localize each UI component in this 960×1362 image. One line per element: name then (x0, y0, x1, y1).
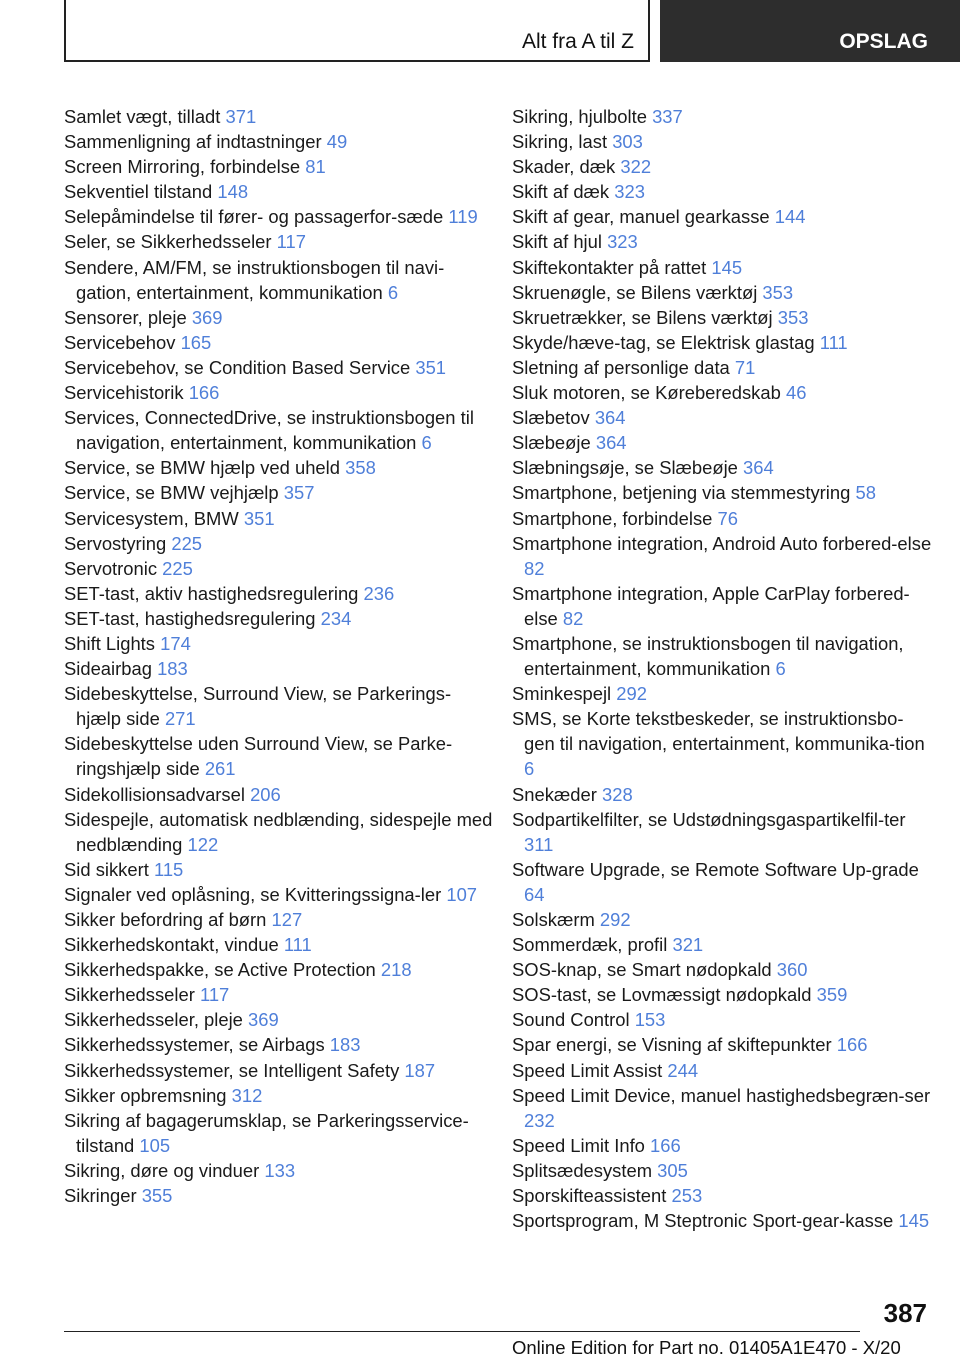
index-entry (512, 681, 932, 706)
index-entry-text: Skiftekontakter på rattet (512, 256, 707, 278)
index-entry (64, 1058, 494, 1083)
index-entry-page-link[interactable]: 236 (363, 582, 395, 604)
index-entry-page-link[interactable]: 218 (380, 959, 412, 981)
index-entry-text: Skader, dæk (512, 156, 616, 178)
index-entry (64, 255, 494, 305)
index-entry (64, 330, 494, 355)
index-entry-text: Sluk motoren, se Køreberedskab (512, 382, 781, 404)
index-entry-text: Sidekollisionsadvarsel (64, 783, 245, 805)
index-entry-text: Servicebehov (64, 331, 176, 353)
index-entry (64, 807, 494, 857)
index-entry (512, 982, 932, 1007)
index-entry-page-link[interactable]: 6 (387, 281, 399, 303)
index-entry-text: Sensorer, pleje (64, 306, 187, 328)
index-entry-text: SOS-knap, se Smart nødopkald (512, 959, 772, 981)
index-entry-page-link[interactable]: 232 (524, 1109, 555, 1131)
index-entry-text: Sikring, døre og vinduer (64, 1159, 260, 1181)
index-entry-text: Sekventiel tilstand (64, 181, 213, 203)
index-entry-page-link[interactable]: 206 (250, 783, 281, 805)
index-entry-text: Sikker opbremsning (64, 1084, 227, 1106)
index-entry-text: Skruetrækker, se Bilens værktøj (512, 306, 773, 328)
index-entry-page-link[interactable]: 359 (816, 984, 848, 1006)
index-entry-page-link[interactable]: 119 (448, 206, 478, 228)
index-entry-text: Samlet vægt, tilladt (64, 106, 221, 127)
index-entry-page-link[interactable]: 105 (139, 1134, 171, 1156)
index-entry-text: Smartphone integration, Apple CarPlay forbered-else (512, 582, 910, 629)
index-entry (512, 1083, 932, 1133)
index-entry (64, 782, 494, 807)
index-entry (64, 1032, 494, 1057)
index-entry-page-link[interactable]: 76 (717, 507, 738, 529)
index-entry (512, 455, 932, 480)
index-entry-text: Splitsædesystem (512, 1159, 653, 1181)
index-entry (64, 1007, 494, 1032)
index-entry (64, 305, 494, 330)
index-entry-page-link[interactable]: 321 (672, 934, 704, 956)
index-entry-text: Sodpartikelfilter, se Udstødningsgaspartikelfil-ter (512, 808, 906, 830)
index-entry-page-link[interactable]: 292 (616, 683, 647, 705)
section-title: Alt fra A til Z (521, 30, 634, 53)
index-entry-page-link[interactable]: 312 (231, 1084, 263, 1106)
index-entry-text: Speed Limit Device, manuel hastighedsbegræn-ser (512, 1084, 931, 1106)
index-entry (64, 681, 494, 731)
index-entry-text: Servostyring (64, 532, 167, 554)
index-entry-text: Slæbningsøje, se Slæbeøje (512, 457, 738, 479)
index-entry (512, 255, 932, 280)
index-entry (512, 706, 932, 781)
index-entry-page-link[interactable]: 107 (446, 883, 478, 905)
index-entry-text: Selepåmindelse til fører- og passagerfor-sæde (64, 206, 444, 228)
index-entry (64, 480, 494, 505)
index-entry (512, 1183, 932, 1208)
index-entry (64, 1158, 494, 1183)
index-entry (512, 506, 932, 531)
footer-divider (64, 1331, 860, 1332)
index-entry-page-link[interactable]: 183 (157, 658, 188, 680)
index-entry (64, 455, 494, 480)
index-entry (512, 932, 932, 957)
index-entry-page-link[interactable]: 81 (305, 156, 326, 178)
index-entry (64, 631, 494, 656)
index-entry-text: SOS-tast, se Lovmæssigt nødopkald (512, 984, 812, 1006)
index-entry-text: Sporskifteassistent (512, 1185, 667, 1207)
index-entry-page-link[interactable]: 292 (599, 909, 631, 930)
index-entry (64, 380, 494, 405)
index-entry (512, 355, 932, 380)
index-entry-text: Sletning af personlige data (512, 356, 730, 378)
index-entry (64, 405, 494, 455)
index-entry-page-link[interactable]: 271 (164, 708, 196, 730)
index-entry (64, 957, 494, 982)
index-entry-page-link[interactable]: 122 (187, 833, 219, 855)
index-entry (512, 581, 932, 631)
index-entry (512, 480, 932, 505)
index-entry-page-link[interactable]: 166 (836, 1034, 868, 1056)
index-entry-text: Solskærm (512, 909, 595, 930)
index-entry (512, 807, 932, 857)
index-entry-text: Sikring, hjulbolte (512, 106, 647, 127)
index-entry-text: Skruenøgle, se Bilens værktøj (512, 281, 758, 303)
index-entry-text: Sikkerhedskontakt, vindue (64, 934, 279, 956)
index-entry-page-link[interactable]: 364 (594, 407, 626, 429)
index-entry-text: Slæbetov (512, 407, 590, 429)
index-entry-text: Sportsprogram, M Steptronic Sport-gear-kasse (512, 1210, 894, 1232)
index-entry-page-link[interactable]: 6 (421, 432, 432, 454)
index-entry-text: Sikring af bagagerumsklap, se Parkeringsservice-tilstand (64, 1109, 469, 1156)
index-entry-text: Services, ConnectedDrive, se instruktionsbogen til navigation, entertainment, kommunikation (64, 407, 474, 454)
index-entry-page-link[interactable]: 133 (264, 1159, 296, 1181)
index-entry-text: Servicesystem, BMW (64, 507, 239, 529)
index-entry-text: Shift Lights (64, 632, 155, 654)
index-entry-page-link[interactable]: 153 (634, 1009, 666, 1031)
index-entry-text: SET-tast, hastighedsregulering (64, 607, 316, 629)
index-entry (512, 1208, 932, 1233)
index-entry-text: Sikkerhedssystemer, se Intelligent Safety (64, 1059, 400, 1081)
index-entry (64, 204, 494, 229)
index-entry-page-link[interactable]: 323 (614, 181, 645, 203)
index-entry-page-link[interactable]: 353 (777, 306, 809, 328)
index-entry-page-link[interactable]: 323 (607, 231, 638, 253)
index-entry-page-link[interactable]: 187 (404, 1059, 436, 1081)
index-entry-page-link[interactable]: 117 (199, 984, 230, 1006)
index-entry-text: Smartphone, forbindelse (512, 507, 713, 529)
index-entry-text: SMS, se Korte tekstbeskeder, se instruktionsbo-gen til navigation, entertainment, kommunika-tion (512, 708, 925, 755)
index-entry-text: Sideairbag (64, 658, 152, 680)
index-entry (512, 380, 932, 405)
index-entry (512, 1133, 932, 1158)
index-entry-text: Sommerdæk, profil (512, 934, 668, 956)
index-entry-text: Servicebehov, se Condition Based Service (64, 356, 411, 378)
index-entry-page-link[interactable]: 82 (562, 607, 584, 629)
index-entry-text: Sidebeskyttelse, Surround View, se Parkerings-hjælp side (64, 683, 452, 730)
index-entry-page-link[interactable]: 353 (762, 281, 794, 303)
index-entry-text: Seler, se Sikkerhedsseler (64, 231, 272, 253)
index-entry-page-link[interactable]: 305 (657, 1159, 688, 1181)
index-entry-page-link[interactable]: 166 (650, 1134, 681, 1156)
index-entry-text: Skift af hjul (512, 231, 602, 253)
index-entry (512, 907, 932, 932)
index-entry (64, 581, 494, 606)
index-entry-page-link[interactable]: 337 (652, 106, 683, 127)
index-entry (512, 430, 932, 455)
index-entry (512, 631, 932, 681)
index-entry-page-link[interactable]: 351 (243, 507, 275, 529)
index-entry-text: Snekæder (512, 783, 597, 805)
index-entry-page-link[interactable]: 234 (320, 607, 352, 629)
index-entry (64, 506, 494, 531)
index-entry-text: Smartphone, betjening via stemmestyring (512, 482, 851, 504)
section-tab-label: OPSLAG (839, 30, 928, 53)
index-entry-page-link[interactable]: 364 (595, 432, 627, 454)
index-entry (512, 229, 932, 254)
index-entry (64, 1083, 494, 1108)
index-entry (512, 957, 932, 982)
index-entry-page-link[interactable]: 253 (671, 1185, 703, 1207)
index-entry (512, 305, 932, 330)
index-entry (64, 229, 494, 254)
index-entry-text: Sidebeskyttelse uden Surround View, se Parke-ringshjælp side (64, 733, 453, 780)
index-entry-page-link[interactable]: 183 (329, 1034, 361, 1056)
index-entry (64, 355, 494, 380)
index-entry-page-link[interactable]: 303 (612, 131, 643, 153)
index-entry (64, 1108, 494, 1158)
index-entry-page-link[interactable]: 117 (276, 231, 306, 253)
index-entry-text: Speed Limit Info (512, 1134, 645, 1156)
index-entry-page-link[interactable]: 311 (524, 833, 554, 855)
index-entry (512, 104, 932, 129)
index-entry-page-link[interactable]: 127 (271, 909, 303, 930)
index-entry-page-link[interactable]: 111 (283, 934, 312, 956)
index-entry-page-link[interactable]: 358 (345, 457, 376, 479)
index-entry-text: Sidespejle, automatisk nedblænding, sidespejle med nedblænding (64, 808, 493, 855)
index-entry-page-link[interactable]: 82 (524, 557, 545, 579)
index-entry-page-link[interactable]: 111 (819, 331, 848, 353)
index-entry (512, 531, 932, 581)
index-entry-page-link[interactable]: 364 (743, 457, 774, 479)
index-entry (512, 204, 932, 229)
index-entry (64, 104, 494, 129)
index-entry-text: Service, se BMW hjælp ved uheld (64, 457, 340, 479)
index-entry (512, 1032, 932, 1057)
index-entry (64, 731, 494, 781)
index-entry-page-link[interactable]: 357 (283, 482, 315, 504)
index-entry (512, 129, 932, 154)
index-entry-page-link[interactable]: 148 (217, 181, 249, 203)
index-column-right (512, 104, 932, 1233)
index-entry (512, 405, 932, 430)
index-entry (64, 882, 494, 907)
index-entry-text: Slæbeøje (512, 432, 591, 454)
index-entry (512, 782, 932, 807)
index-entry-text: Sikring, last (512, 131, 608, 153)
index-entry-page-link[interactable]: 355 (141, 1185, 173, 1207)
index-entry-page-link[interactable]: 115 (153, 858, 184, 880)
index-entry (64, 982, 494, 1007)
index-entry-text: Servicehistorik (64, 382, 184, 404)
index-entry-text: Sikkerhedssystemer, se Airbags (64, 1034, 325, 1056)
index-entry-text: Spar energi, se Visning af skiftepunkter (512, 1034, 832, 1056)
index-entry-text: Sammenligning af indtastninger (64, 131, 322, 153)
index-entry-text: Sikker befordring af børn (64, 909, 267, 930)
index-entry-page-link[interactable]: 225 (171, 532, 203, 554)
index-entry-page-link[interactable]: 64 (524, 883, 545, 905)
index-entry (64, 907, 494, 932)
index-entry-page-link[interactable]: 145 (711, 256, 743, 278)
index-entry-text: Skift af gear, manuel gearkasse (512, 206, 770, 228)
index-entry (64, 531, 494, 556)
index-entry-page-link[interactable]: 371 (225, 106, 257, 127)
index-entry-text: Sid sikkert (64, 858, 149, 880)
index-entry-page-link[interactable]: 244 (667, 1059, 699, 1081)
page-number: 387 (883, 1298, 927, 1328)
index-entry-page-link[interactable]: 360 (776, 959, 808, 981)
index-entry-page-link[interactable]: 166 (188, 382, 220, 404)
index-entry (64, 857, 494, 882)
index-column-left (64, 104, 494, 1208)
index-entry (512, 1158, 932, 1183)
index-entry-page-link[interactable]: 58 (855, 482, 876, 504)
index-entry-text: Servotronic (64, 557, 158, 579)
index-entry-text: Sminkespejl (512, 683, 612, 705)
index-entry-text: Sound Control (512, 1009, 630, 1031)
index-entry-text: Skift af dæk (512, 181, 610, 203)
index-entry-page-link[interactable]: 145 (898, 1210, 930, 1232)
index-entry-text: Sikkerhedsseler, pleje (64, 1009, 243, 1031)
index-entry-text: Sendere, AM/FM, se instruktionsbogen til navi-gation, entertainment, kommunikation (64, 256, 445, 303)
index-entry (64, 556, 494, 581)
index-entry-page-link[interactable]: 261 (204, 758, 236, 780)
index-entry-page-link[interactable]: 369 (191, 306, 223, 328)
index-entry (64, 179, 494, 204)
index-entry (512, 280, 932, 305)
index-entry-text: Smartphone, se instruktionsbogen til navigation, entertainment, kommunikation (512, 632, 904, 680)
index-entry-page-link[interactable]: 174 (160, 632, 191, 654)
index-entry-text: Service, se BMW vejhjælp (64, 482, 279, 504)
index-entry (64, 606, 494, 631)
index-entry-text: Sikkerhedspakke, se Active Protection (64, 959, 376, 981)
index-entry (64, 656, 494, 681)
index-entry-page-link[interactable]: 225 (162, 557, 193, 579)
index-entry-text: Speed Limit Assist (512, 1059, 663, 1081)
index-entry (512, 1007, 932, 1032)
header-section-box (64, 0, 650, 62)
index-entry (64, 932, 494, 957)
index-entry-page-link[interactable]: 6 (775, 658, 786, 680)
index-entry-text: SET-tast, aktiv hastighedsregulering (64, 582, 359, 604)
index-entry-page-link[interactable]: 71 (734, 356, 756, 378)
index-entry-text: Skyde/hæve-tag, se Elektrisk glastag (512, 331, 815, 353)
footer-edition: Online Edition for Part no. 01405A1E470 - X/20 (512, 1337, 901, 1358)
index-entry-page-link[interactable]: 165 (180, 331, 212, 353)
index-entry (64, 129, 494, 154)
index-entry-page-link[interactable]: 369 (248, 1009, 279, 1031)
index-entry (512, 154, 932, 179)
index-entry-page-link[interactable]: 322 (620, 156, 652, 178)
index-entry (512, 179, 932, 204)
index-entry (512, 1058, 932, 1083)
index-entry-text: Screen Mirroring, forbindelse (64, 156, 301, 178)
index-entry-page-link[interactable]: 49 (326, 131, 348, 153)
index-entry-page-link[interactable]: 46 (785, 382, 807, 404)
index-entry (64, 1183, 494, 1208)
index-entry-page-link[interactable]: 6 (524, 758, 535, 780)
index-entry-text: Software Upgrade, se Remote Software Up-grade (512, 858, 919, 880)
index-entry-text: Smartphone integration, Android Auto forbered-else (512, 532, 932, 554)
index-entry-text: Sikringer (64, 1185, 137, 1207)
index-entry-text: Sikkerhedsseler (64, 984, 195, 1006)
index-entry-page-link[interactable]: 144 (774, 206, 806, 228)
index-entry (64, 154, 494, 179)
section-tab (660, 0, 960, 62)
index-entry-page-link[interactable]: 328 (601, 783, 633, 805)
index-entry (512, 330, 932, 355)
index-entry-page-link[interactable]: 351 (415, 356, 447, 378)
index-entry (512, 857, 932, 907)
index-entry-text: Signaler ved oplåsning, se Kvitteringssigna-ler (64, 883, 442, 905)
